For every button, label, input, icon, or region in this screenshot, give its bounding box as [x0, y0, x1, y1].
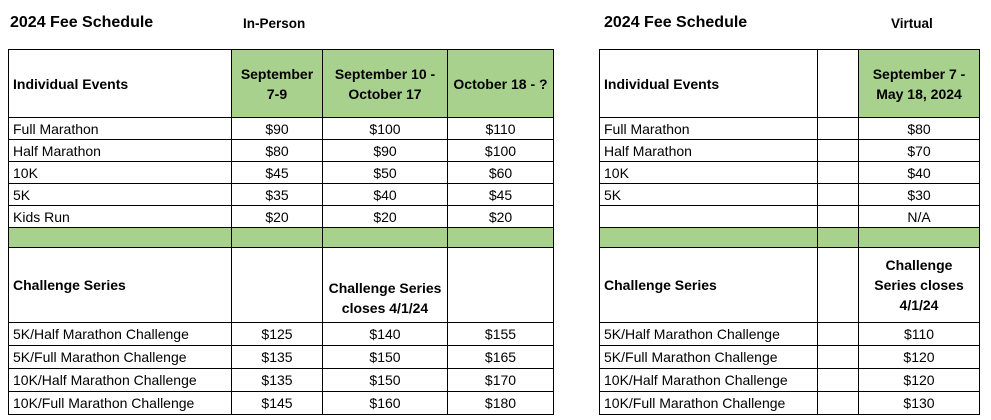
individual-events-header: Individual Events	[600, 50, 818, 118]
table-row	[9, 369, 554, 392]
inperson-title: 2024 Fee Schedule	[10, 14, 154, 31]
event-name: 10K/Full Marathon Challenge	[9, 392, 232, 415]
virtual-fee-table	[599, 49, 980, 415]
event-name: Full Marathon	[9, 118, 232, 140]
table-row	[9, 162, 554, 184]
price-cell: $145	[232, 392, 323, 415]
table-row	[9, 206, 554, 228]
price-cell: $40	[859, 162, 980, 184]
price-cell: $150	[323, 369, 448, 392]
price-cell: $135	[232, 346, 323, 369]
price-cell: $155	[448, 323, 554, 346]
table-row	[9, 140, 554, 162]
inperson-fee-table	[8, 49, 554, 415]
challenge-series-header: Challenge Series	[9, 248, 232, 323]
price-cell: $70	[859, 140, 980, 162]
price-cell: $40	[323, 184, 448, 206]
price-cell: $20	[232, 206, 323, 228]
table-row	[600, 346, 980, 369]
challenge-series-header: Challenge Series	[600, 248, 818, 323]
price-cell: $45	[232, 162, 323, 184]
green-separator-row	[600, 228, 980, 248]
price-cell: $125	[232, 323, 323, 346]
event-name: 10K/Half Marathon Challenge	[600, 369, 818, 392]
table-row	[9, 323, 554, 346]
price-cell: $90	[323, 140, 448, 162]
table-row	[9, 346, 554, 369]
price-cell: $20	[448, 206, 554, 228]
event-name: 10K/Full Marathon Challenge	[600, 392, 818, 415]
price-cell: $120	[859, 369, 980, 392]
price-cell: $165	[448, 346, 554, 369]
table-row	[9, 392, 554, 415]
table-row	[600, 162, 980, 184]
event-name: Kids Run	[9, 206, 232, 228]
virtual-subtitle: Virtual	[891, 16, 933, 31]
virtual-date-header: September 7 - May 18, 2024	[859, 50, 980, 118]
price-cell: $100	[448, 140, 554, 162]
date-col-1-header: September 7-9	[232, 50, 323, 118]
price-cell: $120	[859, 346, 980, 369]
price-cell: $30	[859, 184, 980, 206]
table-row	[600, 206, 980, 228]
price-cell: $180	[448, 392, 554, 415]
price-cell: $35	[232, 184, 323, 206]
table-row	[600, 118, 980, 140]
price-cell: $135	[232, 369, 323, 392]
event-name: Half Marathon	[600, 140, 818, 162]
price-cell: N/A	[859, 206, 980, 228]
table-row	[600, 392, 980, 415]
table-row	[600, 184, 980, 206]
event-name: 5K/Full Marathon Challenge	[600, 346, 818, 369]
price-cell: $100	[323, 118, 448, 140]
price-cell: $50	[323, 162, 448, 184]
challenge-header-row	[600, 248, 980, 323]
event-name: 5K	[600, 184, 818, 206]
price-cell: $20	[323, 206, 448, 228]
price-cell: $45	[448, 184, 554, 206]
green-separator-row	[9, 228, 554, 248]
event-name: Half Marathon	[9, 140, 232, 162]
price-cell: $140	[323, 323, 448, 346]
event-name: 10K	[600, 162, 818, 184]
virtual-header-row	[600, 50, 980, 118]
event-name: 5K/Full Marathon Challenge	[9, 346, 232, 369]
price-cell: $160	[323, 392, 448, 415]
table-row	[600, 140, 980, 162]
event-name: 5K/Half Marathon Challenge	[9, 323, 232, 346]
price-cell: $170	[448, 369, 554, 392]
challenge-closes-note: Challenge Series closes 4/1/24	[323, 248, 448, 323]
virtual-title: 2024 Fee Schedule	[604, 14, 748, 31]
event-name: Full Marathon	[600, 118, 818, 140]
price-cell: $130	[859, 392, 980, 415]
inperson-header-row	[9, 50, 554, 118]
price-cell: $60	[448, 162, 554, 184]
table-row	[600, 323, 980, 346]
date-col-2-header: September 10 - October 17	[323, 50, 448, 118]
price-cell: $110	[448, 118, 554, 140]
price-cell: $80	[859, 118, 980, 140]
challenge-header-row	[9, 248, 554, 323]
table-row	[9, 184, 554, 206]
event-name: 10K	[9, 162, 232, 184]
individual-events-header: Individual Events	[9, 50, 232, 118]
date-col-3-header: October 18 - ?	[448, 50, 554, 118]
table-row	[9, 118, 554, 140]
price-cell: $80	[232, 140, 323, 162]
event-name: 10K/Half Marathon Challenge	[9, 369, 232, 392]
event-name: 5K	[9, 184, 232, 206]
event-name: 5K/Half Marathon Challenge	[600, 323, 818, 346]
price-cell: $150	[323, 346, 448, 369]
challenge-closes-note: Challenge Series closes 4/1/24	[859, 248, 980, 323]
price-cell: $90	[232, 118, 323, 140]
price-cell: $110	[859, 323, 980, 346]
event-name	[600, 206, 818, 228]
table-row	[600, 369, 980, 392]
inperson-subtitle: In-Person	[243, 16, 306, 31]
